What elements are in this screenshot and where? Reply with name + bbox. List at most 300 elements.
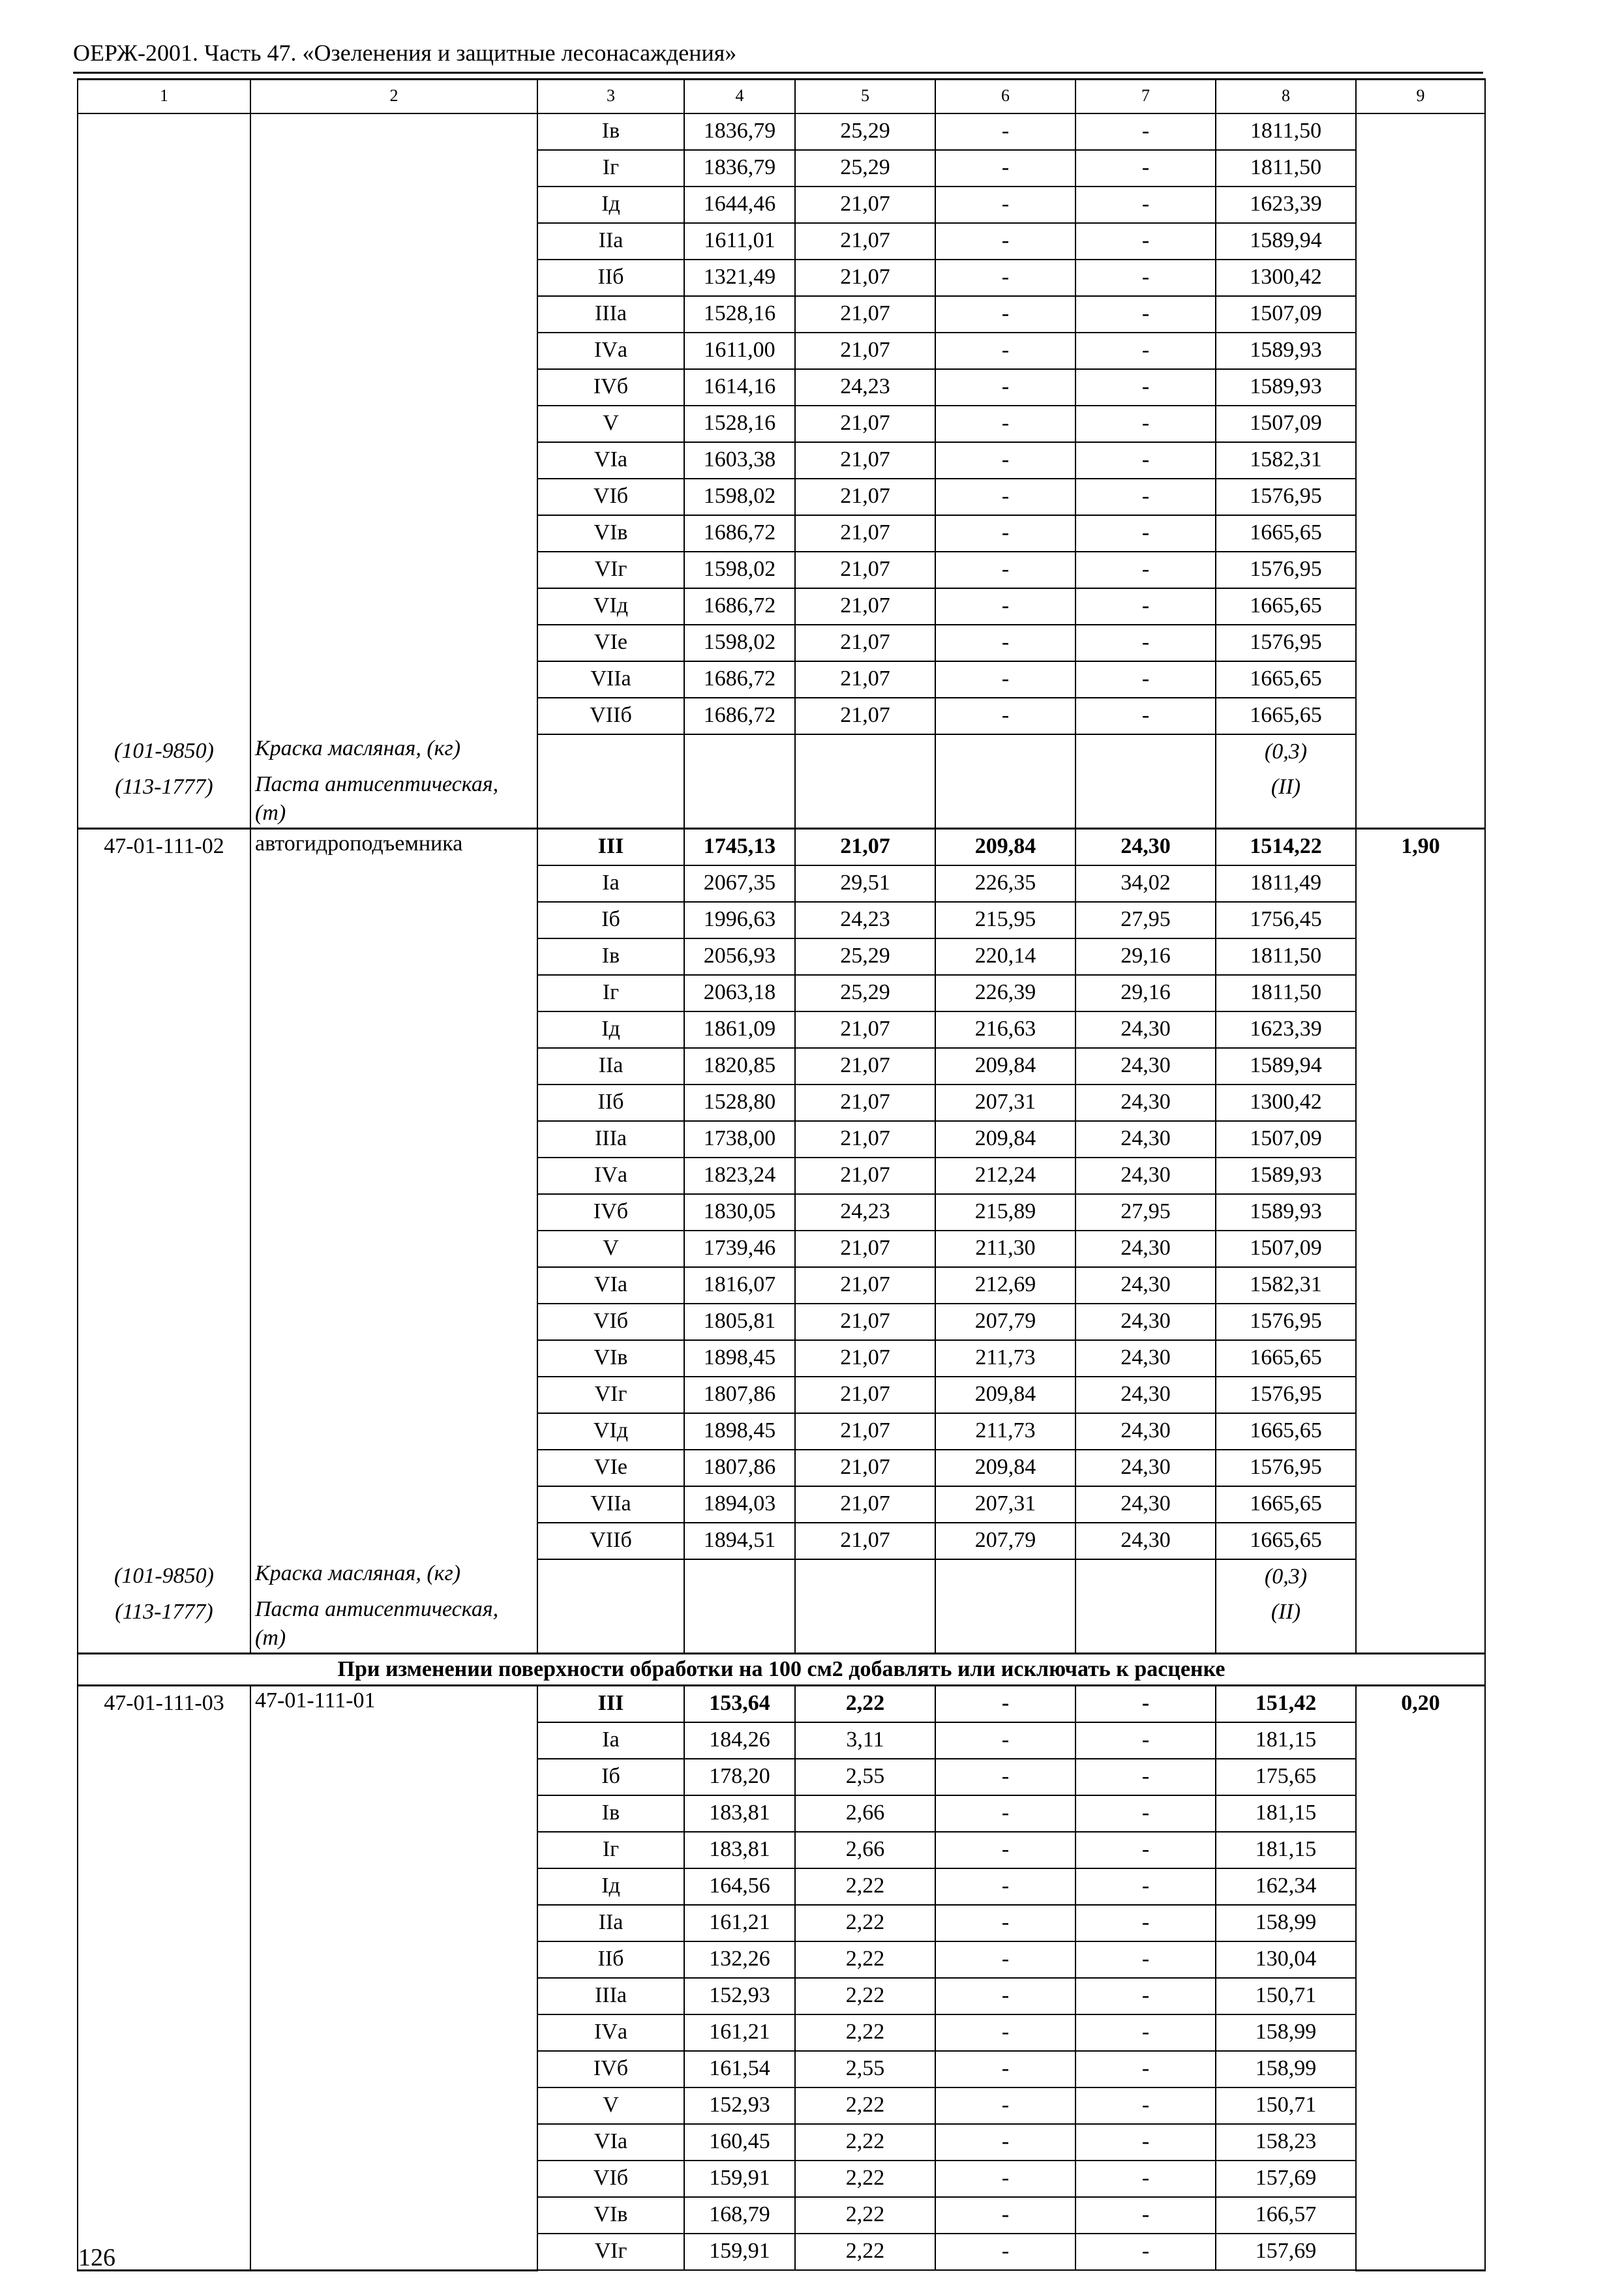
value-cell: 1811,49 bbox=[1216, 865, 1356, 902]
index-cell bbox=[1356, 975, 1485, 1011]
index-cell bbox=[1356, 1048, 1485, 1085]
name-cell bbox=[250, 1413, 537, 1450]
value-cell: Iв bbox=[537, 938, 684, 975]
value-cell: IVа bbox=[537, 333, 684, 369]
code-cell bbox=[78, 1905, 250, 1941]
value-cell: VIд bbox=[537, 588, 684, 625]
table-row bbox=[78, 1486, 1485, 1523]
value-cell: 1665,65 bbox=[1216, 1413, 1356, 1450]
value-cell: - bbox=[935, 1795, 1075, 1832]
code-cell bbox=[78, 1450, 250, 1486]
name-cell bbox=[250, 515, 537, 552]
value-cell: 1996,63 bbox=[684, 902, 795, 938]
index-cell bbox=[1356, 1795, 1485, 1832]
value-cell: VIд bbox=[537, 1413, 684, 1450]
value-cell: 161,54 bbox=[684, 2051, 795, 2087]
value-cell: 1576,95 bbox=[1216, 479, 1356, 515]
value-cell: 21,07 bbox=[795, 442, 935, 479]
value-cell: 209,84 bbox=[935, 1048, 1075, 1085]
value-cell: 160,45 bbox=[684, 2124, 795, 2161]
value-cell: 21,07 bbox=[795, 698, 935, 734]
value-cell: 24,30 bbox=[1075, 1085, 1216, 1121]
value-cell: 21,07 bbox=[795, 1267, 935, 1304]
code-cell bbox=[78, 2051, 250, 2087]
index-cell bbox=[1356, 661, 1485, 698]
value-cell: - bbox=[1075, 223, 1216, 260]
value-cell: - bbox=[1075, 1868, 1216, 1905]
name-cell bbox=[250, 1085, 537, 1121]
index-cell bbox=[1356, 1158, 1485, 1194]
table-row bbox=[78, 1978, 1485, 2014]
value-cell: IIа bbox=[537, 223, 684, 260]
index-cell bbox=[1356, 1413, 1485, 1450]
index-cell bbox=[1356, 1486, 1485, 1523]
value-cell: 2,22 bbox=[795, 1978, 935, 2014]
index-cell bbox=[1356, 1267, 1485, 1304]
empty-cell bbox=[537, 1595, 684, 1654]
value-cell: 1623,39 bbox=[1216, 187, 1356, 223]
name-cell bbox=[250, 975, 537, 1011]
table-row bbox=[78, 1523, 1485, 1559]
value-cell: 132,26 bbox=[684, 1941, 795, 1978]
table-row bbox=[78, 588, 1485, 625]
value-cell: 1756,45 bbox=[1216, 902, 1356, 938]
code-cell bbox=[78, 2087, 250, 2124]
value-cell: 21,07 bbox=[795, 1523, 935, 1559]
table-row bbox=[78, 829, 1485, 866]
value-cell: 21,07 bbox=[795, 1340, 935, 1377]
value-cell: Iа bbox=[537, 1722, 684, 1759]
table-row bbox=[78, 260, 1485, 296]
value-cell: 183,81 bbox=[684, 1795, 795, 1832]
material-code: (113-1777) bbox=[78, 1595, 250, 1654]
value-cell: IVб bbox=[537, 369, 684, 406]
index-cell bbox=[1356, 2161, 1485, 2197]
value-cell: 226,35 bbox=[935, 865, 1075, 902]
value-cell: 1589,93 bbox=[1216, 369, 1356, 406]
code-cell bbox=[78, 1523, 250, 1559]
name-cell bbox=[250, 1450, 537, 1486]
index-cell bbox=[1356, 1304, 1485, 1340]
value-cell: - bbox=[1075, 1686, 1216, 1723]
value-cell: 168,79 bbox=[684, 2197, 795, 2234]
value-cell: 216,63 bbox=[935, 1011, 1075, 1048]
value-cell: 21,07 bbox=[795, 1304, 935, 1340]
value-cell: - bbox=[935, 1905, 1075, 1941]
index-cell bbox=[1356, 625, 1485, 661]
code-cell bbox=[78, 260, 250, 296]
value-cell: VIIа bbox=[537, 661, 684, 698]
name-cell bbox=[250, 1905, 537, 1941]
table-row bbox=[78, 150, 1485, 187]
material-row bbox=[78, 1595, 1485, 1654]
value-cell: - bbox=[935, 406, 1075, 442]
name-cell bbox=[250, 1158, 537, 1194]
value-cell: 2,22 bbox=[795, 2161, 935, 2197]
value-cell: 1598,02 bbox=[684, 479, 795, 515]
value-cell: 21,07 bbox=[795, 1231, 935, 1267]
value-cell: VIг bbox=[537, 552, 684, 588]
column-header: 7 bbox=[1075, 80, 1216, 114]
value-cell: 1589,93 bbox=[1216, 1158, 1356, 1194]
value-cell: 29,16 bbox=[1075, 975, 1216, 1011]
code-cell bbox=[78, 2161, 250, 2197]
code-cell bbox=[78, 113, 250, 150]
name-cell bbox=[250, 1011, 537, 1048]
value-cell: - bbox=[935, 1759, 1075, 1795]
index-cell bbox=[1356, 406, 1485, 442]
table-row bbox=[78, 1340, 1485, 1377]
name-cell bbox=[250, 369, 537, 406]
material-qty: (0,3) bbox=[1216, 734, 1356, 770]
code-cell: 47-01-111-03 bbox=[78, 1686, 250, 1723]
value-cell: IIа bbox=[537, 1905, 684, 1941]
value-cell: 24,30 bbox=[1075, 1231, 1216, 1267]
empty-cell bbox=[1075, 1559, 1216, 1595]
value-cell: VIа bbox=[537, 442, 684, 479]
value-cell: 1816,07 bbox=[684, 1267, 795, 1304]
value-cell: 1830,05 bbox=[684, 1194, 795, 1231]
value-cell: 2,55 bbox=[795, 1759, 935, 1795]
value-cell: 220,14 bbox=[935, 938, 1075, 975]
code-cell bbox=[78, 515, 250, 552]
table-row bbox=[78, 223, 1485, 260]
index-cell bbox=[1356, 442, 1485, 479]
value-cell: 1898,45 bbox=[684, 1413, 795, 1450]
name-cell bbox=[250, 2124, 537, 2161]
index-cell bbox=[1356, 2124, 1485, 2161]
value-cell: 1582,31 bbox=[1216, 442, 1356, 479]
empty-cell bbox=[1075, 770, 1216, 829]
value-cell: - bbox=[935, 2124, 1075, 2161]
value-cell: 1686,72 bbox=[684, 588, 795, 625]
value-cell: 1300,42 bbox=[1216, 1085, 1356, 1121]
code-cell bbox=[78, 865, 250, 902]
value-cell: - bbox=[935, 150, 1075, 187]
empty-cell bbox=[684, 1559, 795, 1595]
table-row bbox=[78, 113, 1485, 150]
value-cell: 24,30 bbox=[1075, 1048, 1216, 1085]
value-cell: 21,07 bbox=[795, 1413, 935, 1450]
value-cell: 212,24 bbox=[935, 1158, 1075, 1194]
value-cell: - bbox=[935, 1832, 1075, 1868]
value-cell: - bbox=[1075, 552, 1216, 588]
name-cell bbox=[250, 1795, 537, 1832]
column-header: 8 bbox=[1216, 80, 1356, 114]
value-cell: - bbox=[935, 1868, 1075, 1905]
index-cell bbox=[1356, 150, 1485, 187]
value-cell: 24,23 bbox=[795, 369, 935, 406]
table-row bbox=[78, 1194, 1485, 1231]
name-cell bbox=[250, 113, 537, 150]
value-cell: 152,93 bbox=[684, 2087, 795, 2124]
value-cell: 1665,65 bbox=[1216, 515, 1356, 552]
material-qty: (0,3) bbox=[1216, 1559, 1356, 1595]
value-cell: - bbox=[935, 223, 1075, 260]
code-cell bbox=[78, 1158, 250, 1194]
value-cell: - bbox=[1075, 479, 1216, 515]
value-cell: 158,99 bbox=[1216, 2014, 1356, 2051]
name-cell bbox=[250, 333, 537, 369]
value-cell: 211,73 bbox=[935, 1340, 1075, 1377]
empty-cell bbox=[1356, 1559, 1485, 1595]
table-row bbox=[78, 975, 1485, 1011]
value-cell: 27,95 bbox=[1075, 902, 1216, 938]
value-cell: 1589,94 bbox=[1216, 223, 1356, 260]
index-cell bbox=[1356, 1941, 1485, 1978]
value-cell: VIа bbox=[537, 1267, 684, 1304]
name-cell bbox=[250, 1523, 537, 1559]
value-cell: - bbox=[1075, 442, 1216, 479]
index-cell bbox=[1356, 1231, 1485, 1267]
value-cell: 157,69 bbox=[1216, 2234, 1356, 2270]
value-cell: 1598,02 bbox=[684, 552, 795, 588]
page-number: 126 bbox=[78, 2244, 115, 2271]
name-cell bbox=[250, 2234, 537, 2270]
value-cell: 1686,72 bbox=[684, 698, 795, 734]
code-cell bbox=[78, 1413, 250, 1450]
value-cell: Iб bbox=[537, 1759, 684, 1795]
value-cell: 175,65 bbox=[1216, 1759, 1356, 1795]
value-cell: 1598,02 bbox=[684, 625, 795, 661]
code-cell bbox=[78, 1759, 250, 1795]
table-row bbox=[78, 1304, 1485, 1340]
value-cell: VIа bbox=[537, 2124, 684, 2161]
table-row bbox=[78, 1795, 1485, 1832]
code-cell bbox=[78, 1194, 250, 1231]
table-row bbox=[78, 1450, 1485, 1486]
value-cell: Iг bbox=[537, 1832, 684, 1868]
table-row bbox=[78, 406, 1485, 442]
value-cell: V bbox=[537, 2087, 684, 2124]
value-cell: 152,93 bbox=[684, 1978, 795, 2014]
value-cell: 1745,13 bbox=[684, 829, 795, 866]
value-cell: 2,22 bbox=[795, 2234, 935, 2270]
column-header-row bbox=[78, 80, 1485, 114]
value-cell: VIе bbox=[537, 625, 684, 661]
page-header: ОЕРЖ-2001. Часть 47. «Озеленения и защитные лесонасаждения» bbox=[73, 40, 737, 66]
name-cell bbox=[250, 406, 537, 442]
value-cell: - bbox=[935, 2014, 1075, 2051]
index-cell bbox=[1356, 296, 1485, 333]
table-row bbox=[78, 296, 1485, 333]
name-cell bbox=[250, 2161, 537, 2197]
value-cell: 24,30 bbox=[1075, 1340, 1216, 1377]
value-cell: 1644,46 bbox=[684, 187, 795, 223]
empty-cell bbox=[1075, 734, 1216, 770]
empty-cell bbox=[795, 734, 935, 770]
value-cell: - bbox=[935, 515, 1075, 552]
table-row bbox=[78, 2124, 1485, 2161]
value-cell: 21,07 bbox=[795, 1450, 935, 1486]
value-cell: 2,22 bbox=[795, 1905, 935, 1941]
value-cell: 21,07 bbox=[795, 1121, 935, 1158]
value-cell: VIг bbox=[537, 2234, 684, 2270]
value-cell: - bbox=[1075, 406, 1216, 442]
index-cell bbox=[1356, 1121, 1485, 1158]
value-cell: 21,07 bbox=[795, 515, 935, 552]
value-cell: 2,22 bbox=[795, 1941, 935, 1978]
empty-cell bbox=[935, 1559, 1075, 1595]
code-cell bbox=[78, 1832, 250, 1868]
value-cell: 1589,93 bbox=[1216, 1194, 1356, 1231]
value-cell: VIв bbox=[537, 2197, 684, 2234]
code-cell bbox=[78, 1231, 250, 1267]
material-code: (101-9850) bbox=[78, 1559, 250, 1595]
value-cell: 24,23 bbox=[795, 902, 935, 938]
value-cell: 21,07 bbox=[795, 1048, 935, 1085]
value-cell: 24,30 bbox=[1075, 1011, 1216, 1048]
value-cell: Iд bbox=[537, 187, 684, 223]
value-cell: 3,11 bbox=[795, 1722, 935, 1759]
name-cell bbox=[250, 1941, 537, 1978]
index-cell bbox=[1356, 187, 1485, 223]
table-row bbox=[78, 1085, 1485, 1121]
value-cell: VIг bbox=[537, 1377, 684, 1413]
empty-cell bbox=[537, 1559, 684, 1595]
value-cell: 159,91 bbox=[684, 2234, 795, 2270]
value-cell: VIв bbox=[537, 515, 684, 552]
value-cell: - bbox=[1075, 1722, 1216, 1759]
value-cell: 159,91 bbox=[684, 2161, 795, 2197]
value-cell: 1898,45 bbox=[684, 1340, 795, 1377]
empty-cell bbox=[684, 1595, 795, 1654]
value-cell: - bbox=[1075, 2087, 1216, 2124]
index-cell bbox=[1356, 333, 1485, 369]
name-cell bbox=[250, 442, 537, 479]
value-cell: 1528,16 bbox=[684, 406, 795, 442]
value-cell: 1321,49 bbox=[684, 260, 795, 296]
table-row bbox=[78, 369, 1485, 406]
code-cell bbox=[78, 1267, 250, 1304]
name-cell bbox=[250, 1832, 537, 1868]
value-cell: 2,66 bbox=[795, 1795, 935, 1832]
code-cell bbox=[78, 187, 250, 223]
value-cell: VIIб bbox=[537, 1523, 684, 1559]
value-cell: 1665,65 bbox=[1216, 698, 1356, 734]
code-cell bbox=[78, 1304, 250, 1340]
value-cell: 1507,09 bbox=[1216, 1121, 1356, 1158]
table-row bbox=[78, 1048, 1485, 1085]
value-cell: 1528,16 bbox=[684, 296, 795, 333]
empty-cell bbox=[795, 1559, 935, 1595]
index-cell bbox=[1356, 1832, 1485, 1868]
value-cell: VIб bbox=[537, 2161, 684, 2197]
name-cell bbox=[250, 1868, 537, 1905]
column-header: 5 bbox=[795, 80, 935, 114]
value-cell: 25,29 bbox=[795, 975, 935, 1011]
table-row bbox=[78, 625, 1485, 661]
section-note: При изменении поверхности обработки на 100 см2 добавлять или исключать к расценке bbox=[78, 1654, 1485, 1686]
code-cell bbox=[78, 150, 250, 187]
value-cell: IVб bbox=[537, 1194, 684, 1231]
value-cell: 1576,95 bbox=[1216, 1377, 1356, 1413]
value-cell: 21,07 bbox=[795, 1011, 935, 1048]
index-cell bbox=[1356, 1085, 1485, 1121]
code-cell: 47-01-111-02 bbox=[78, 829, 250, 866]
material-qty: (II) bbox=[1216, 770, 1356, 829]
table-row bbox=[78, 938, 1485, 975]
empty-cell bbox=[935, 770, 1075, 829]
table-row bbox=[78, 1377, 1485, 1413]
index-cell bbox=[1356, 1978, 1485, 2014]
value-cell: 164,56 bbox=[684, 1868, 795, 1905]
table-row bbox=[78, 1686, 1485, 1723]
code-cell bbox=[78, 223, 250, 260]
value-cell: IIб bbox=[537, 260, 684, 296]
value-cell: 21,07 bbox=[795, 479, 935, 515]
value-cell: 207,31 bbox=[935, 1486, 1075, 1523]
code-cell bbox=[78, 1486, 250, 1523]
value-cell: - bbox=[935, 187, 1075, 223]
value-cell: - bbox=[935, 2051, 1075, 2087]
value-cell: IIа bbox=[537, 1048, 684, 1085]
material-qty: (II) bbox=[1216, 1595, 1356, 1654]
value-cell: 183,81 bbox=[684, 1832, 795, 1868]
value-cell: 1582,31 bbox=[1216, 1267, 1356, 1304]
value-cell: - bbox=[1075, 698, 1216, 734]
material-name: Краска масляная, (кг) bbox=[250, 734, 537, 770]
index-cell bbox=[1356, 902, 1485, 938]
value-cell: 21,07 bbox=[795, 187, 935, 223]
code-cell bbox=[78, 406, 250, 442]
empty-cell bbox=[935, 1595, 1075, 1654]
name-cell bbox=[250, 150, 537, 187]
value-cell: - bbox=[1075, 1905, 1216, 1941]
value-cell: 1589,94 bbox=[1216, 1048, 1356, 1085]
value-cell: - bbox=[1075, 369, 1216, 406]
name-cell bbox=[250, 1267, 537, 1304]
value-cell: - bbox=[935, 1941, 1075, 1978]
value-cell: 207,31 bbox=[935, 1085, 1075, 1121]
name-cell bbox=[250, 938, 537, 975]
code-cell bbox=[78, 1795, 250, 1832]
code-cell bbox=[78, 1978, 250, 2014]
value-cell: 2063,18 bbox=[684, 975, 795, 1011]
name-cell bbox=[250, 1722, 537, 1759]
index-cell bbox=[1356, 552, 1485, 588]
index-cell bbox=[1356, 1905, 1485, 1941]
code-cell bbox=[78, 661, 250, 698]
index-cell bbox=[1356, 1011, 1485, 1048]
code-cell bbox=[78, 1941, 250, 1978]
value-cell: - bbox=[935, 442, 1075, 479]
value-cell: 25,29 bbox=[795, 113, 935, 150]
name-cell bbox=[250, 2051, 537, 2087]
value-cell: 212,69 bbox=[935, 1267, 1075, 1304]
value-cell: IVа bbox=[537, 1158, 684, 1194]
value-cell: - bbox=[1075, 661, 1216, 698]
table-row bbox=[78, 1011, 1485, 1048]
value-cell: 2067,35 bbox=[684, 865, 795, 902]
value-cell: VIIб bbox=[537, 698, 684, 734]
value-cell: 21,07 bbox=[795, 661, 935, 698]
value-cell: 24,30 bbox=[1075, 829, 1216, 866]
value-cell: 1507,09 bbox=[1216, 406, 1356, 442]
code-cell bbox=[78, 296, 250, 333]
value-cell: 2056,93 bbox=[684, 938, 795, 975]
material-row bbox=[78, 770, 1485, 829]
index-cell bbox=[1356, 2087, 1485, 2124]
value-cell: 150,71 bbox=[1216, 1978, 1356, 2014]
code-cell bbox=[78, 1085, 250, 1121]
value-cell: 211,73 bbox=[935, 1413, 1075, 1450]
name-cell bbox=[250, 1304, 537, 1340]
table-row bbox=[78, 1759, 1485, 1795]
value-cell: VIб bbox=[537, 1304, 684, 1340]
value-cell: - bbox=[935, 1978, 1075, 2014]
name-cell bbox=[250, 552, 537, 588]
